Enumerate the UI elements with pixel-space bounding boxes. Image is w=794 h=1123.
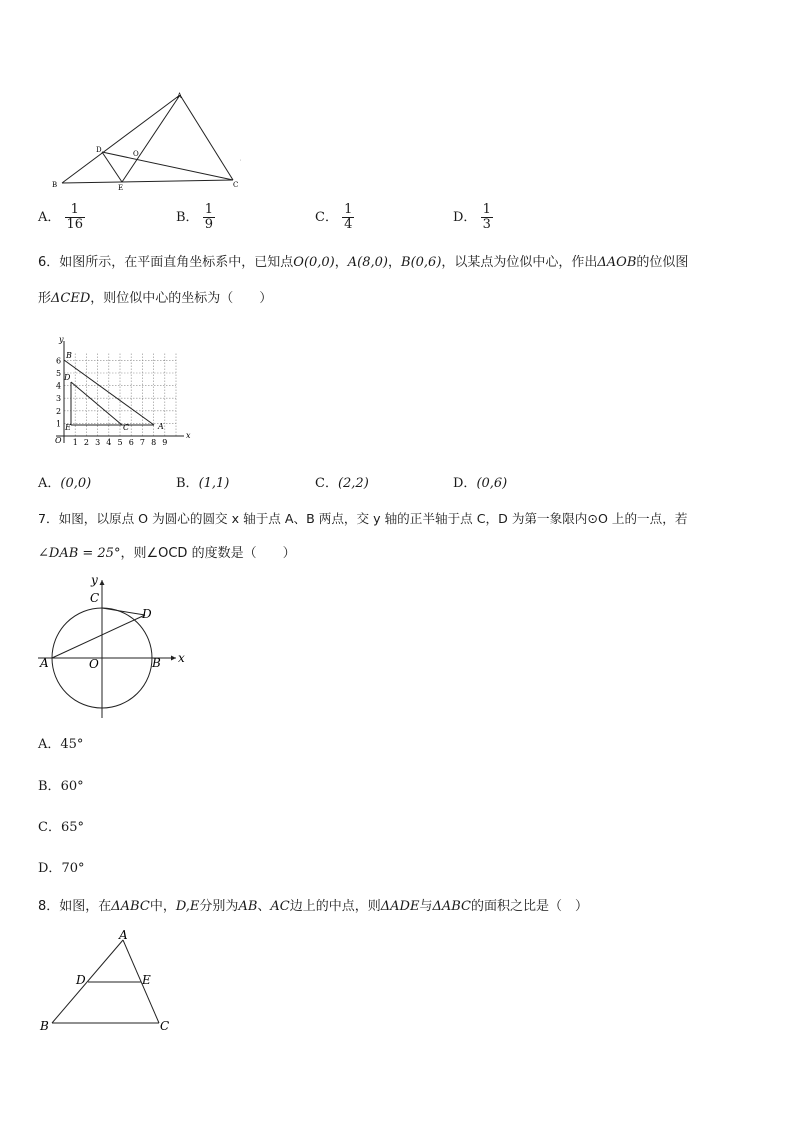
q8-label-c: C xyxy=(160,1019,170,1033)
q6-coordinate-figure xyxy=(44,335,194,447)
q6-y-tick-label: 3 xyxy=(56,394,62,404)
q6-stem-line2: 形ΔCED，则位似中心的坐标为（ ） xyxy=(38,291,273,306)
q7-option-b[interactable]: B．60° xyxy=(38,779,84,794)
q5-segment-ae xyxy=(122,95,180,182)
q7-circle-figure xyxy=(36,570,186,722)
q7-label-d: D xyxy=(142,607,152,621)
q6-y-tick-label: 4 xyxy=(56,381,62,391)
q7-label-b: B xyxy=(152,656,161,670)
q6-point-e: E xyxy=(65,423,71,432)
q6-segment-dc xyxy=(71,382,122,425)
q5-option-a[interactable]: A． $\frac{1}{16}$ xyxy=(38,202,84,232)
q6-x-tick-label: 7 xyxy=(139,438,145,447)
q7-stem-line2: ∠DAB = 25°，则∠OCD 的度数是（ ） xyxy=(38,546,296,561)
q7-label-c: C xyxy=(90,591,100,605)
q5-option-b[interactable]: B． $\frac{1}{9}$ xyxy=(176,202,213,232)
q7-option-a[interactable]: A．45° xyxy=(38,737,84,752)
q6-option-c[interactable]: C．(2,2) xyxy=(315,476,369,491)
q6-x-tick-label: 9 xyxy=(162,438,168,447)
q6-y-tick-label: 2 xyxy=(56,406,62,416)
q6-x-tick-label: 2 xyxy=(83,438,89,447)
q6-x-tick-label: 1 xyxy=(72,438,78,447)
q7-segment-cd xyxy=(102,608,145,615)
q5-label-a: A xyxy=(177,92,183,100)
q8-triangle-figure xyxy=(36,926,186,1036)
q7-label-o: O xyxy=(89,657,99,671)
q6-x-tick-label: 3 xyxy=(95,438,101,447)
q7-option-d[interactable]: D．70° xyxy=(38,861,85,876)
q6-y-tick-label: 6 xyxy=(56,356,62,366)
q5-label-e: E xyxy=(118,184,124,192)
q6-option-d[interactable]: D．(0,6) xyxy=(453,476,508,491)
q6-point-a: A xyxy=(158,422,164,431)
q8-label-e: E xyxy=(142,973,151,987)
q8-label-d: D xyxy=(76,973,86,987)
q7-option-c[interactable]: C．65° xyxy=(38,820,84,835)
q6-y-tick-label: 1 xyxy=(56,419,62,429)
q6-origin-label: O xyxy=(55,436,62,445)
q6-x-tick-label: 4 xyxy=(106,438,112,447)
q6-y-axis-label: y xyxy=(59,335,64,344)
svg-text:': ' xyxy=(240,159,242,165)
q7-label-a: A xyxy=(40,656,49,670)
q6-point-b: B xyxy=(66,351,72,360)
q5-segment-ac xyxy=(180,95,233,180)
q5-segment-de xyxy=(102,152,122,182)
q6-point-c: C xyxy=(123,423,130,432)
q8-stem: 8．如图，在ΔABC中，D,E分别为AB、AC边上的中点，则ΔADE与ΔABC的面积之比是（ ） xyxy=(38,899,589,914)
q6-option-b[interactable]: B．(1,1) xyxy=(176,476,230,491)
q5-figure xyxy=(40,88,250,196)
q6-stem-line1: 6．如图所示，在平面直角坐标系中，已知点O(0,0)，A(8,0)，B(0,6)，以某点为位似中心，作出ΔAOB的位似图 xyxy=(38,255,689,270)
q8-label-a: A xyxy=(119,928,128,942)
q8-label-b: B xyxy=(40,1019,49,1033)
q5-segment-ab xyxy=(62,95,180,183)
q7-y-label: y xyxy=(91,573,98,587)
q5-label-c: C xyxy=(233,181,239,189)
q6-y-tick-label: 5 xyxy=(56,369,62,378)
q5-segment-bc xyxy=(62,180,233,183)
q6-x-tick-label: 8 xyxy=(151,438,157,447)
q6-x-tick-label: 6 xyxy=(128,438,134,447)
q6-x-tick-label: 5 xyxy=(117,438,123,447)
q7-stem-line1: 7．如图，以原点 O 为圆心的圆交 x 轴于点 A、B 两点，交 y 轴的正半轴于点 C，D 为第一象限内⊙O 上的一点，若 xyxy=(38,511,688,526)
q7-x-label: x xyxy=(178,651,185,665)
q6-option-a[interactable]: A．(0,0) xyxy=(38,476,92,491)
q6-point-d: D xyxy=(64,373,71,382)
q5-option-c[interactable]: C． $\frac{1}{4}$ xyxy=(315,202,353,232)
q5-label-o: O xyxy=(133,150,139,158)
q5-label-b: B xyxy=(52,181,58,189)
q5-segment-dc xyxy=(102,152,233,180)
q7-segment-ad xyxy=(52,615,145,658)
q5-label-d: D xyxy=(96,146,102,154)
q5-option-d[interactable]: D． $\frac{1}{3}$ xyxy=(453,202,491,232)
q6-x-axis-label: x xyxy=(186,431,191,440)
